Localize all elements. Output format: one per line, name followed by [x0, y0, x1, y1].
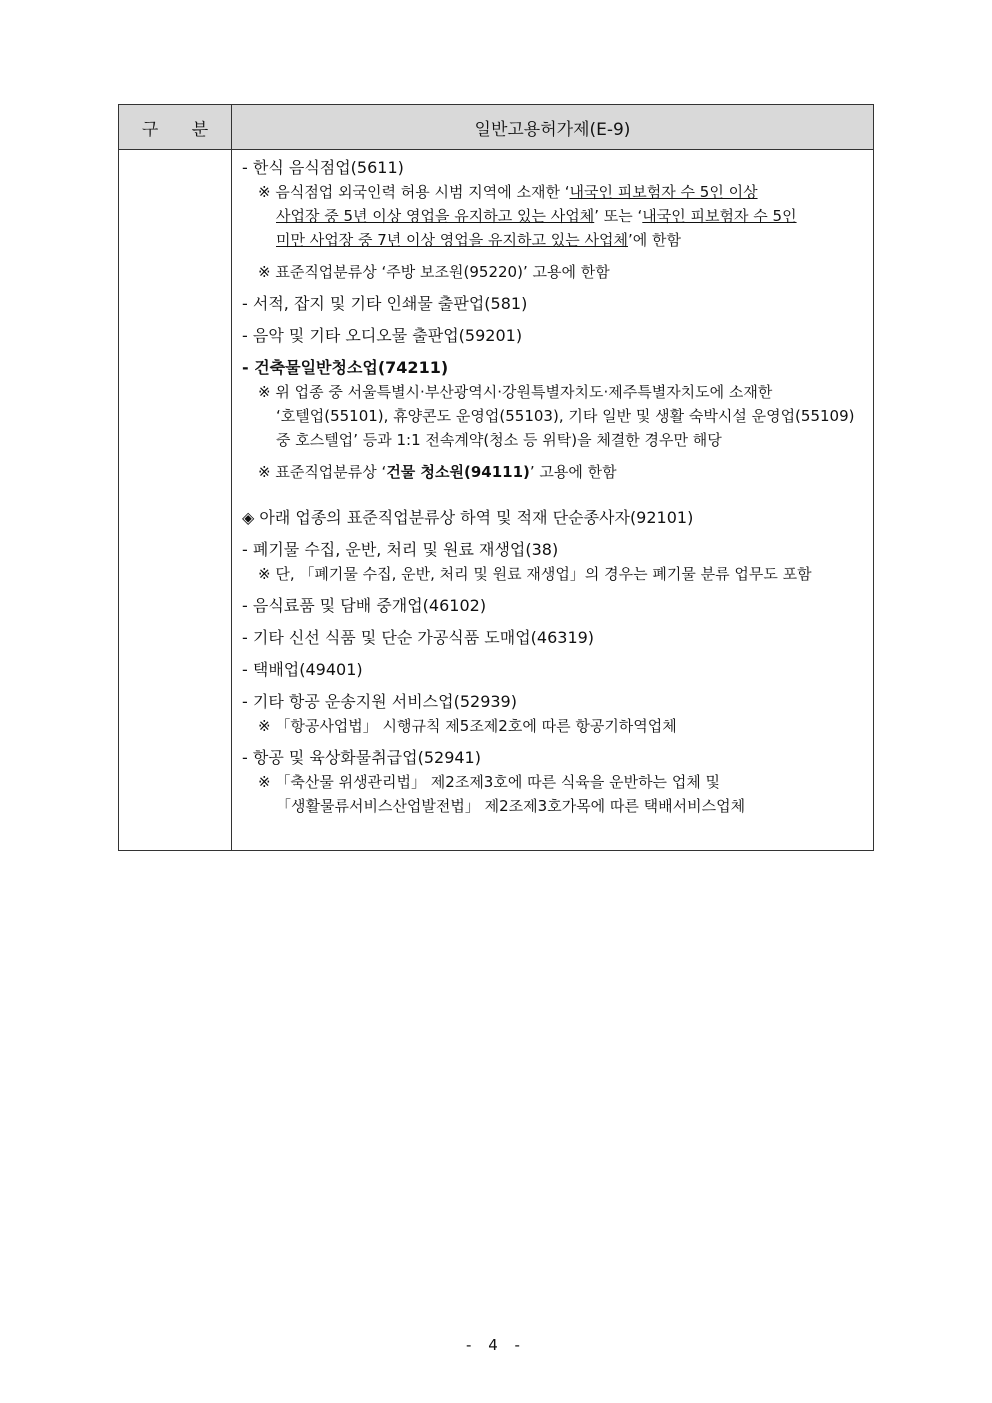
note-restaurant-pilot [242, 180, 863, 204]
page-number: - 4 - [466, 1336, 526, 1354]
table-header-row [119, 105, 874, 150]
category-cell [119, 150, 232, 851]
spacer [242, 484, 863, 498]
note-waste-sorting: ※ 단, 「폐기물 수집, 운반, 처리 및 원료 재생업」의 경우는 폐기물 분류 업무도 포함 [258, 565, 812, 583]
table-body-row [119, 150, 874, 851]
note-restaurant-pilot-cont2 [242, 228, 863, 252]
line-courier: - 택배업(49401) [242, 660, 363, 679]
line-air-transport-support: - 기타 항공 운송지원 서비스업(52939) [242, 692, 517, 711]
note-restaurant-pilot-cont1 [242, 204, 863, 228]
line-fresh-food-wholesale: - 기타 신선 식품 및 단순 가공식품 도매업(46319) [242, 628, 595, 647]
note-building-cleaner [242, 460, 863, 484]
line-book-publishing: - 서적, 잡지 및 기타 인쇄물 출판업(581) [242, 294, 528, 313]
underlined-segment: 내국인 피보험자 수 5인 [642, 207, 797, 225]
underlined-segment: 내국인 피보험자 수 5인 이상 [569, 183, 758, 201]
note-meat-transport-cont: 「생활물류서비스산업발전법」 제2조제3호가목에 따른 택배서비스업체 [276, 797, 746, 815]
regulation-table [118, 104, 874, 851]
note-aircraft-loading: ※ 「항공사업법」 시행규칙 제5조제2호에 따른 항공기하역업체 [258, 717, 677, 735]
text-segment: ’에 한함 [627, 231, 681, 249]
bold-segment: 건물 청소원(94111) [386, 463, 530, 481]
header-category: 구 분 [119, 105, 232, 150]
text-segment: ’ 고용에 한함 [529, 463, 617, 481]
note-cleaning-region-cont1: ‘호텔업(55101), 휴양콘도 운영업(55103), 기타 일반 및 생활 숙박시설 운영업(55109) [276, 407, 855, 425]
text-segment: ※ 표준직업분류상 ‘ [258, 463, 387, 481]
line-food-brokerage: - 음식료품 및 담배 중개업(46102) [242, 596, 487, 615]
line-waste-collection: - 폐기물 수집, 운반, 처리 및 원료 재생업(38) [242, 540, 559, 559]
text-segment: ’ 또는 ‘ [594, 207, 643, 225]
text-segment: ※ 음식점업 외국인력 허용 시범 지역에 소재한 ‘ [258, 183, 570, 201]
note-meat-transport: ※ 「축산물 위생관리법」 제2조제3호에 따른 식육을 운반하는 업체 및 [258, 773, 721, 791]
line-building-cleaning: - 건축물일반청소업(74211) [242, 358, 449, 377]
note-cleaning-region-cont2: 중 호스텔업’ 등과 1:1 전속계약(청소 등 위탁)을 체결한 경우만 해당 [276, 431, 722, 449]
header-e9-permit: 일반고용허가제(E-9) [232, 105, 874, 150]
line-korean-restaurant: - 한식 음식점업(5611) [242, 158, 404, 177]
content-cell [232, 150, 874, 851]
note-kitchen-assistant: ※ 표준직업분류상 ‘주방 보조원(95220)’ 고용에 한함 [258, 263, 610, 281]
line-music-publishing: - 음악 및 기타 오디오물 출판업(59201) [242, 326, 523, 345]
note-cleaning-region: ※ 위 업종 중 서울특별시·부산광역시·강원특별자치도·제주특별자치도에 소재한 [258, 383, 773, 401]
underlined-segment: 미만 사업장 중 7년 이상 영업을 유지하고 있는 사업체 [276, 231, 628, 249]
line-cargo-handling: - 항공 및 육상화물취급업(52941) [242, 748, 481, 767]
line-loading-workers: ◈ 아래 업종의 표준직업분류상 하역 및 적재 단순종사자(92101) [242, 508, 694, 527]
underlined-segment: 사업장 중 5년 이상 영업을 유지하고 있는 사업체 [276, 207, 595, 225]
